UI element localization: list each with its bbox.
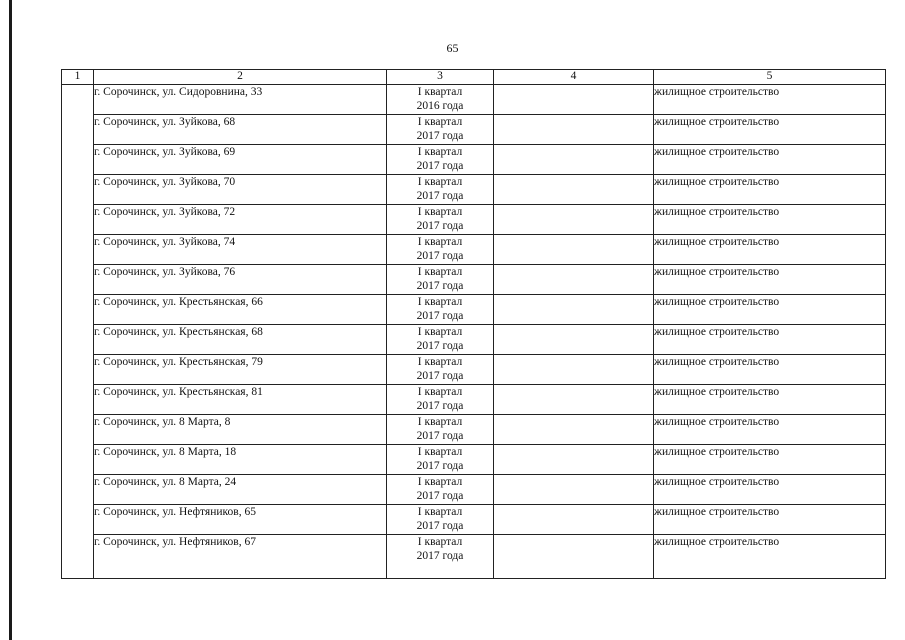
address-cell: г. Сорочинск, ул. 8 Марта, 8 xyxy=(94,415,387,445)
table-row xyxy=(62,175,886,205)
term-quarter: I квартал xyxy=(417,86,463,98)
address-cell: г. Сорочинск, ул. Зуйкова, 70 xyxy=(94,175,387,205)
left-margin-rule xyxy=(9,0,12,640)
term-year: 2017 года xyxy=(416,430,464,442)
address-cell: г. Сорочинск, ул. Крестьянская, 79 xyxy=(94,355,387,385)
col4-cell xyxy=(494,505,654,535)
term-year: 2017 года xyxy=(416,520,464,532)
table-row xyxy=(62,445,886,475)
address-cell: г. Сорочинск, ул. Нефтяников, 67 xyxy=(94,535,387,579)
term-quarter: I квартал xyxy=(417,386,463,398)
purpose-cell: жилищное строительство xyxy=(654,115,886,145)
col4-cell xyxy=(494,115,654,145)
term-cell xyxy=(387,85,494,115)
col4-cell xyxy=(494,205,654,235)
table-row xyxy=(62,115,886,145)
term-year: 2017 года xyxy=(416,370,464,382)
table-header-row xyxy=(62,70,886,85)
col4-cell xyxy=(494,415,654,445)
term-year: 2017 года xyxy=(416,340,464,352)
term-cell xyxy=(387,475,494,505)
col4-cell xyxy=(494,355,654,385)
row-number-cell xyxy=(62,85,94,579)
purpose-cell: жилищное строительство xyxy=(654,415,886,445)
term-cell xyxy=(387,115,494,145)
col4-cell xyxy=(494,175,654,205)
col4-cell xyxy=(494,325,654,355)
table-row xyxy=(62,385,886,415)
term-cell xyxy=(387,415,494,445)
address-cell: г. Сорочинск, ул. Зуйкова, 76 xyxy=(94,265,387,295)
term-year: 2017 года xyxy=(416,190,464,202)
address-cell: г. Сорочинск, ул. Крестьянская, 81 xyxy=(94,385,387,415)
purpose-cell: жилищное строительство xyxy=(654,325,886,355)
term-year: 2017 года xyxy=(416,400,464,412)
term-quarter: I квартал xyxy=(417,416,463,428)
term-quarter: I квартал xyxy=(417,206,463,218)
term-quarter: I квартал xyxy=(417,476,463,488)
term-quarter: I квартал xyxy=(417,356,463,368)
header-col-4: 4 xyxy=(494,70,654,85)
header-col-1: 1 xyxy=(62,70,94,85)
term-cell xyxy=(387,265,494,295)
term-year: 2017 года xyxy=(416,310,464,322)
table-row xyxy=(62,295,886,325)
address-cell: г. Сорочинск, ул. Зуйкова, 74 xyxy=(94,235,387,265)
term-year: 2017 года xyxy=(416,460,464,472)
address-cell: г. Сорочинск, ул. Нефтяников, 65 xyxy=(94,505,387,535)
land-plots-table xyxy=(61,69,886,579)
table-row xyxy=(62,235,886,265)
col4-cell xyxy=(494,535,654,579)
term-quarter: I квартал xyxy=(417,296,463,308)
purpose-cell: жилищное строительство xyxy=(654,295,886,325)
term-cell xyxy=(387,355,494,385)
header-col-2: 2 xyxy=(94,70,387,85)
term-quarter: I квартал xyxy=(417,536,463,548)
table-row xyxy=(62,535,886,579)
term-quarter: I квартал xyxy=(417,176,463,188)
term-year: 2016 года xyxy=(416,100,464,112)
term-cell xyxy=(387,145,494,175)
table-body xyxy=(62,85,886,579)
purpose-cell: жилищное строительство xyxy=(654,475,886,505)
table-row xyxy=(62,205,886,235)
header-col-3: 3 xyxy=(387,70,494,85)
term-quarter: I квартал xyxy=(417,266,463,278)
address-cell: г. Сорочинск, ул. Зуйкова, 69 xyxy=(94,145,387,175)
term-cell xyxy=(387,205,494,235)
col4-cell xyxy=(494,235,654,265)
term-year: 2017 года xyxy=(416,220,464,232)
term-cell xyxy=(387,445,494,475)
term-year: 2017 года xyxy=(416,130,464,142)
purpose-cell: жилищное строительство xyxy=(654,85,886,115)
term-quarter: I квартал xyxy=(417,506,463,518)
address-cell: г. Сорочинск, ул. Крестьянская, 68 xyxy=(94,325,387,355)
purpose-cell: жилищное строительство xyxy=(654,385,886,415)
term-quarter: I квартал xyxy=(417,146,463,158)
table-row xyxy=(62,475,886,505)
table-row xyxy=(62,265,886,295)
purpose-cell: жилищное строительство xyxy=(654,445,886,475)
table-row xyxy=(62,325,886,355)
purpose-cell: жилищное строительство xyxy=(654,535,886,579)
page-number: 65 xyxy=(446,41,459,55)
term-cell xyxy=(387,235,494,265)
purpose-cell: жилищное строительство xyxy=(654,235,886,265)
purpose-cell: жилищное строительство xyxy=(654,355,886,385)
term-cell xyxy=(387,175,494,205)
purpose-cell: жилищное строительство xyxy=(654,505,886,535)
term-cell xyxy=(387,295,494,325)
header-col-5: 5 xyxy=(654,70,886,85)
table-row xyxy=(62,355,886,385)
table-row xyxy=(62,145,886,175)
purpose-cell: жилищное строительство xyxy=(654,175,886,205)
term-quarter: I квартал xyxy=(417,236,463,248)
term-cell xyxy=(387,385,494,415)
term-year: 2017 года xyxy=(416,280,464,292)
address-cell: г. Сорочинск, ул. Зуйкова, 72 xyxy=(94,205,387,235)
table-row xyxy=(62,415,886,445)
col4-cell xyxy=(494,385,654,415)
col4-cell xyxy=(494,445,654,475)
term-cell xyxy=(387,325,494,355)
col4-cell xyxy=(494,265,654,295)
term-year: 2017 года xyxy=(416,490,464,502)
col4-cell xyxy=(494,295,654,325)
term-cell xyxy=(387,505,494,535)
purpose-cell: жилищное строительство xyxy=(654,145,886,175)
purpose-cell: жилищное строительство xyxy=(654,205,886,235)
purpose-cell: жилищное строительство xyxy=(654,265,886,295)
term-quarter: I квартал xyxy=(417,446,463,458)
term-year: 2017 года xyxy=(416,250,464,262)
col4-cell xyxy=(494,145,654,175)
term-year: 2017 года xyxy=(416,160,464,172)
address-cell: г. Сорочинск, ул. 8 Марта, 24 xyxy=(94,475,387,505)
term-cell xyxy=(387,535,494,579)
col4-cell xyxy=(494,85,654,115)
table-row xyxy=(62,85,886,115)
table-row xyxy=(62,505,886,535)
address-cell: г. Сорочинск, ул. Сидоровнина, 33 xyxy=(94,85,387,115)
term-quarter: I квартал xyxy=(417,116,463,128)
address-cell: г. Сорочинск, ул. Крестьянская, 66 xyxy=(94,295,387,325)
term-year: 2017 года xyxy=(416,550,464,562)
address-cell: г. Сорочинск, ул. Зуйкова, 68 xyxy=(94,115,387,145)
address-cell: г. Сорочинск, ул. 8 Марта, 18 xyxy=(94,445,387,475)
col4-cell xyxy=(494,475,654,505)
term-quarter: I квартал xyxy=(417,326,463,338)
